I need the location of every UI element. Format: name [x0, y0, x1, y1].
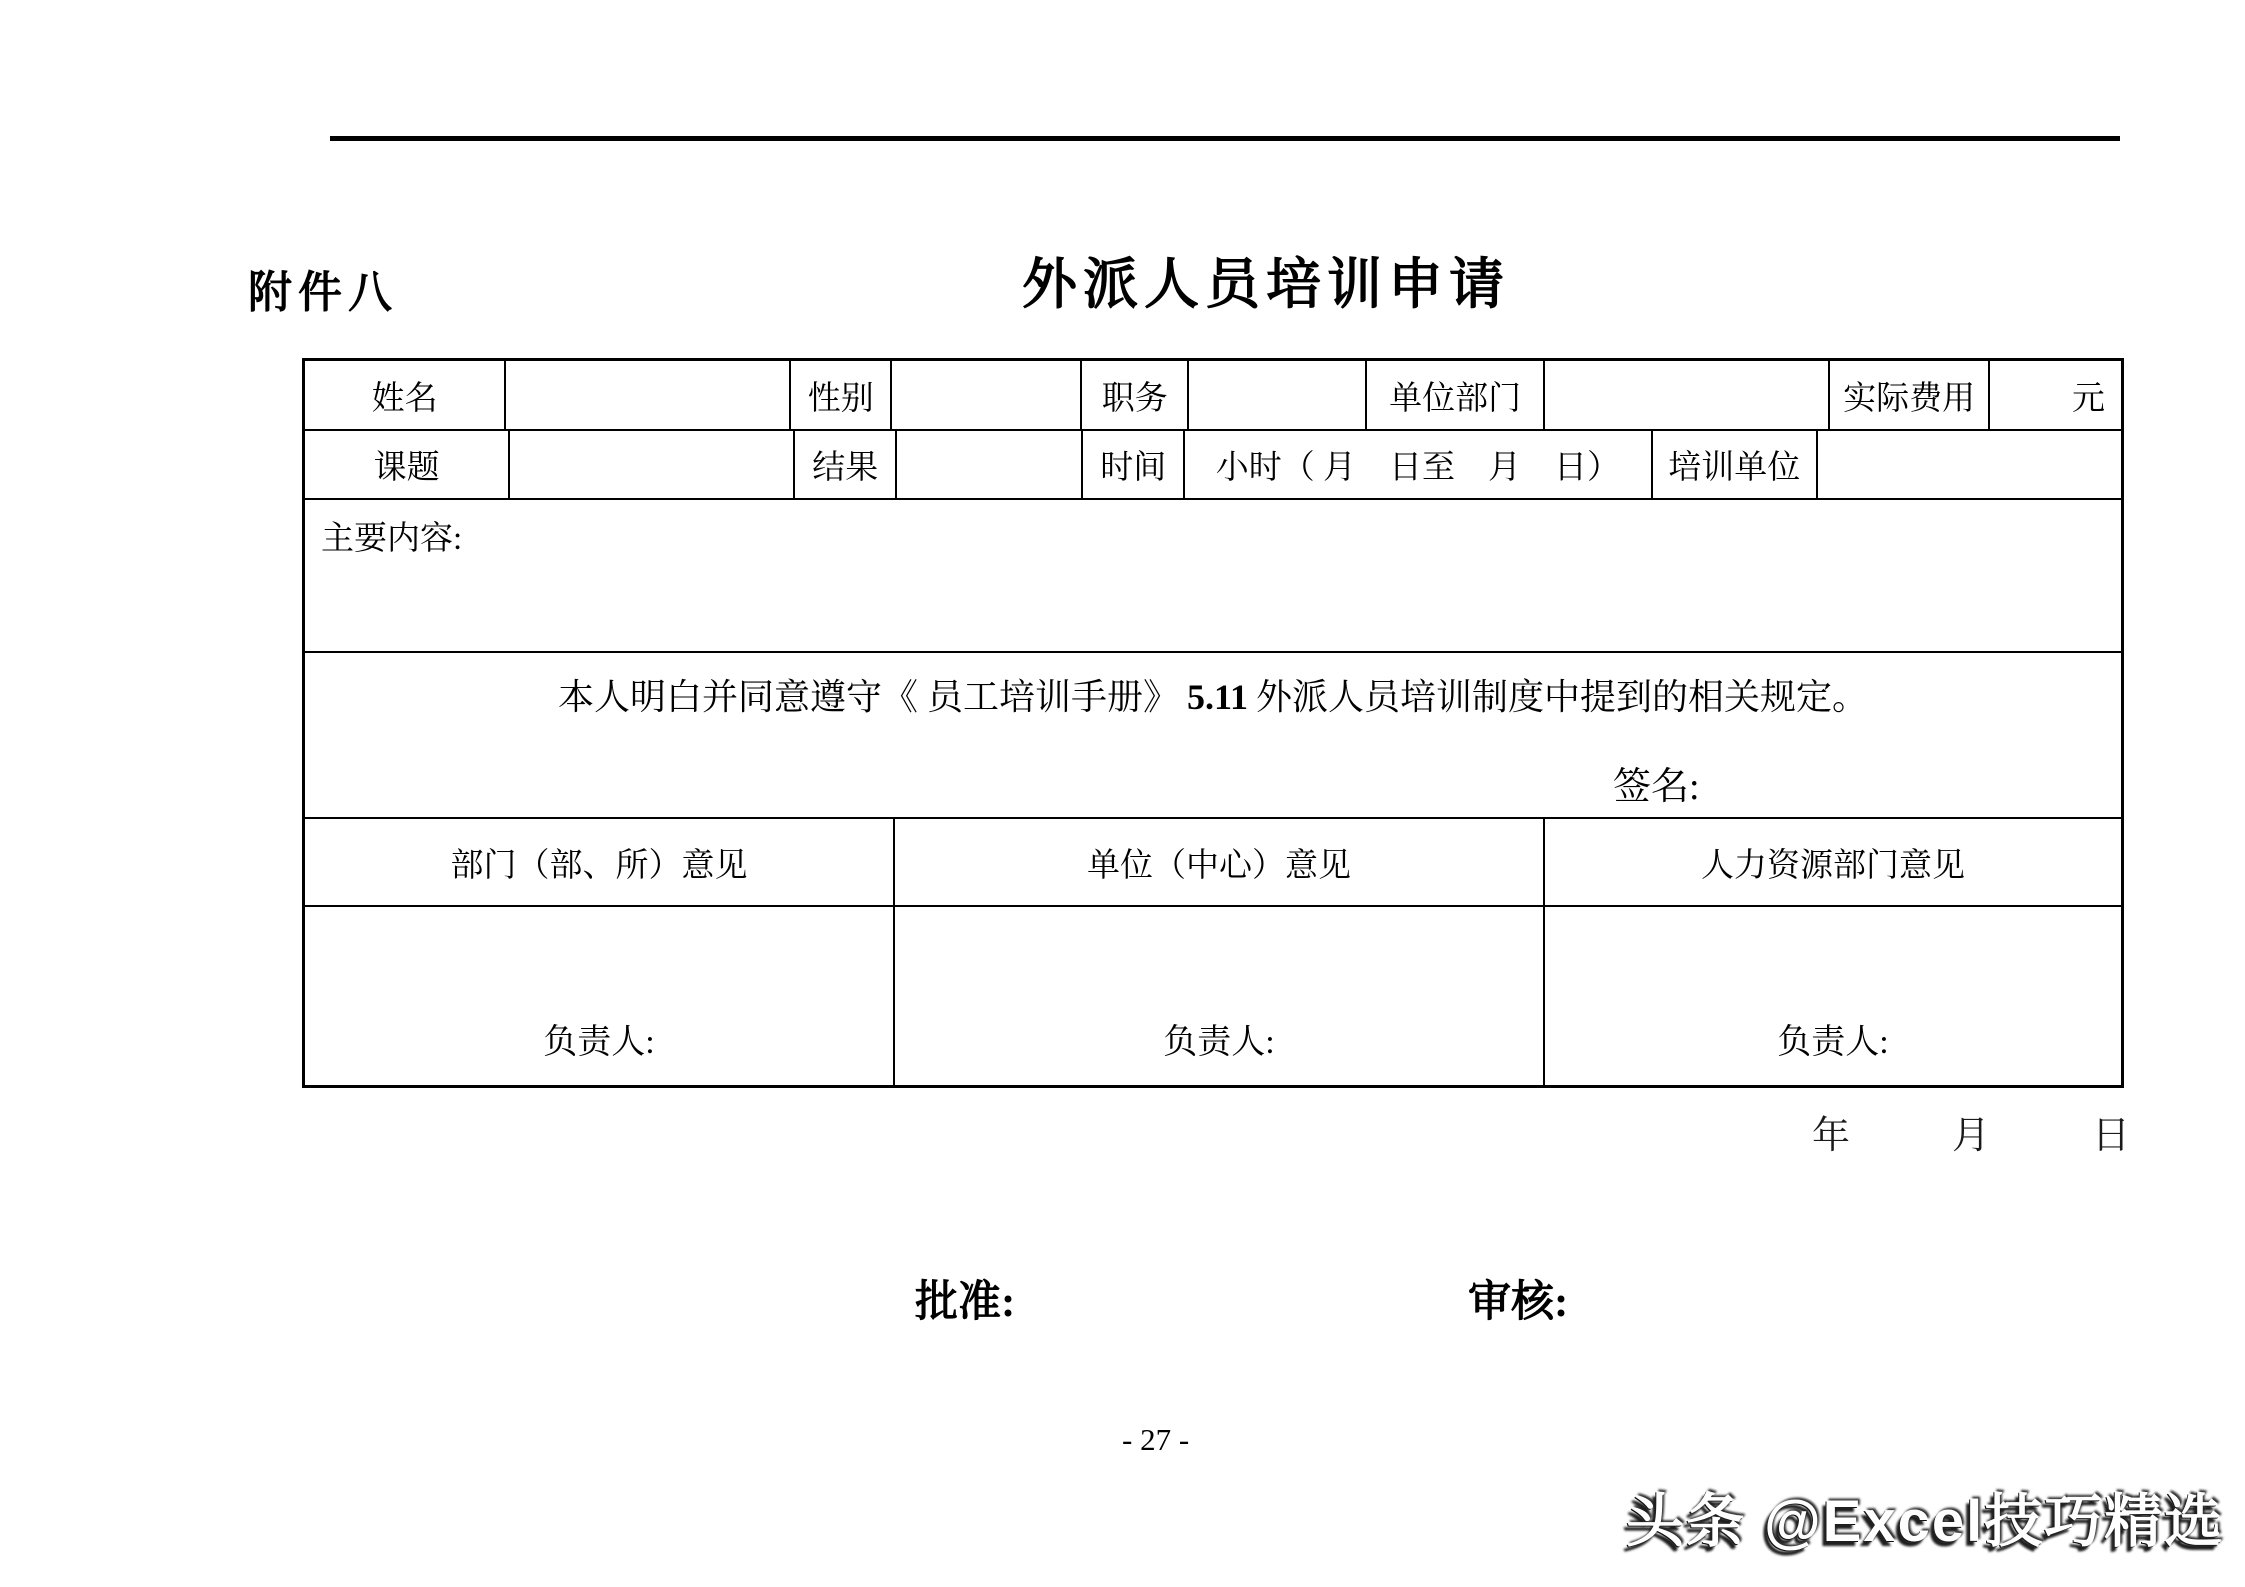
- table-row: [305, 500, 2121, 653]
- review-label: 审核:: [1468, 1279, 1569, 1326]
- time-value-cell: 小时（ 月 日至 月 日）: [1185, 431, 1652, 498]
- approve-label: 批准:: [915, 1279, 1016, 1326]
- hr-responsible-label: 负责人:: [1777, 1024, 1889, 1061]
- date-line: 年 月 日: [1812, 1115, 2163, 1157]
- table-row: [305, 361, 2121, 431]
- time-label: 时间: [1083, 431, 1185, 498]
- attachment-label: 附件八: [248, 268, 398, 317]
- training-unit-value-cell: [1818, 431, 2121, 498]
- gender-value-cell: [892, 361, 1082, 429]
- header-rule: [330, 136, 2120, 141]
- cost-unit-label: 元: [2071, 380, 2105, 417]
- hr-opinion-label: 人力资源部门意见: [1700, 847, 1965, 884]
- position-value-cell: [1189, 361, 1367, 429]
- topic-label: 课题: [305, 431, 510, 498]
- position-label: 职务: [1082, 361, 1189, 429]
- agreement-text: [305, 653, 2121, 720]
- dept-responsible-label: 负责人:: [305, 907, 895, 1085]
- table-row: [305, 431, 2121, 500]
- result-value-cell: [897, 431, 1083, 498]
- page-number: - 27 -: [1122, 1422, 1190, 1457]
- agreement-prefix: 本人明白并同意遵守《 员工培训手册》: [557, 677, 1179, 717]
- result-label: 结果: [795, 431, 897, 498]
- signature-label: 签名:: [1613, 766, 1700, 808]
- agreement-cell: [305, 653, 2121, 817]
- agreement-section-ref: 5.11: [1186, 677, 1248, 717]
- dept-opinion-label: 部门（部、所）意见: [305, 819, 895, 905]
- topic-value-cell: [510, 431, 795, 498]
- page-title: 外派人员培训申请: [1022, 254, 1511, 315]
- actual-cost-label: 实际费用: [1830, 361, 1990, 429]
- department-label: 单位部门: [1367, 361, 1544, 429]
- table-row: [305, 653, 2121, 819]
- unit-opinion-label: 单位（中心）意见: [895, 819, 1545, 905]
- training-unit-label: 培训单位: [1653, 431, 1818, 498]
- agreement-suffix: 外派人员培训制度中提到的相关规定。: [1256, 677, 1869, 717]
- main-content-label: 主要内容:: [321, 521, 463, 557]
- gender-label: 性别: [791, 361, 892, 429]
- table-row: [305, 907, 2121, 1085]
- name-label: 姓名: [305, 361, 506, 429]
- unit-responsible-label: 负责人:: [895, 907, 1545, 1085]
- department-value-cell: [1545, 361, 1830, 429]
- watermark-text: 头条 @Excel技巧精选: [1626, 1489, 2225, 1554]
- name-value-cell: [506, 361, 791, 429]
- table-row: [305, 819, 2121, 907]
- main-content-cell: [305, 500, 2121, 651]
- training-application-table: [302, 358, 2124, 1088]
